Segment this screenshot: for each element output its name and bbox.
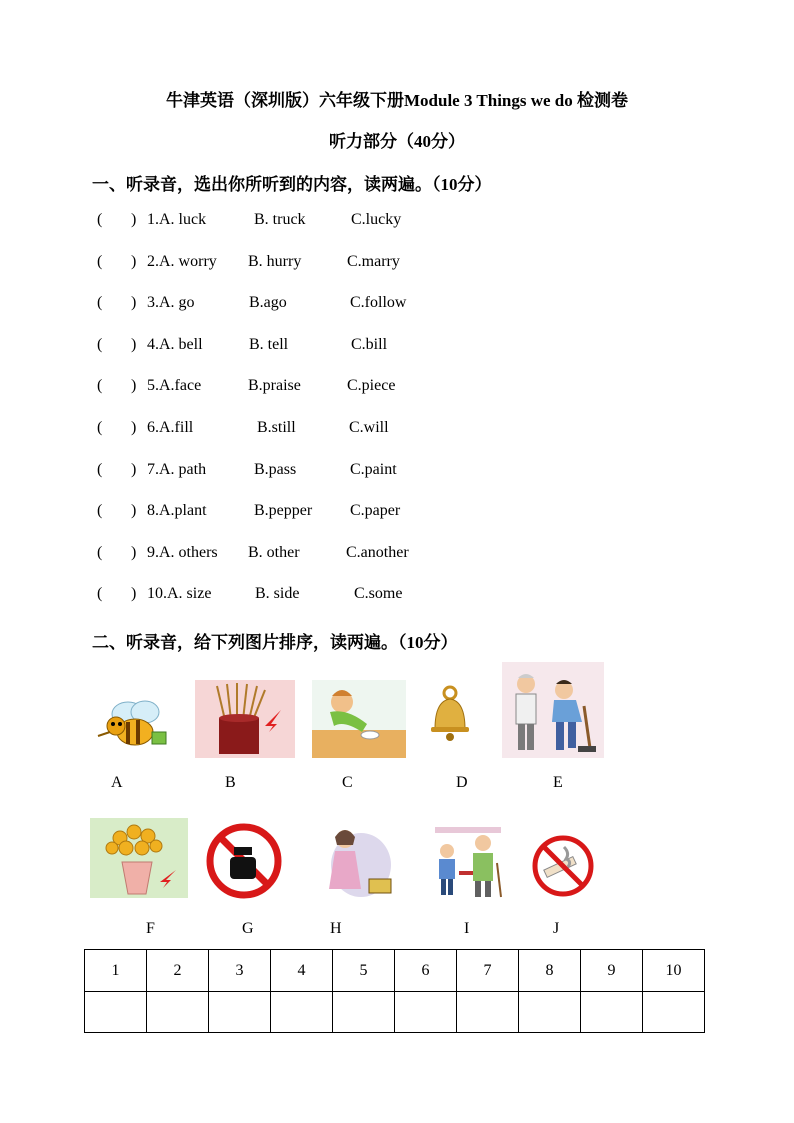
answer-col-number: 10	[643, 950, 705, 992]
option-c: C.another	[346, 544, 409, 561]
answer-cell[interactable]	[457, 992, 519, 1033]
answer-col-number: 2	[147, 950, 209, 992]
answer-bracket-open[interactable]: (	[97, 336, 103, 353]
bee-picture	[90, 692, 178, 758]
option-a: 9.A. others	[147, 544, 218, 561]
option-b: B. hurry	[248, 253, 302, 270]
answer-cell[interactable]	[643, 992, 705, 1033]
bell-picture	[425, 685, 475, 745]
page-subtitle: 听力部分（40分）	[329, 132, 465, 151]
option-c: C.lucky	[351, 211, 402, 228]
picture-label-b: B	[225, 774, 236, 791]
option-a: 2.A. worry	[147, 253, 217, 270]
answer-bracket-close: )	[131, 544, 137, 561]
no-touching-sign-picture	[200, 823, 288, 899]
answer-col-number: 8	[519, 950, 581, 992]
question-row	[97, 377, 497, 401]
option-b: B.ago	[249, 294, 287, 311]
pencil-holder-picture	[195, 680, 295, 758]
option-a: 6.A.fill	[147, 419, 194, 436]
answer-col-number: 4	[271, 950, 333, 992]
option-c: C.marry	[347, 253, 400, 270]
answer-bracket-open[interactable]: (	[97, 461, 103, 478]
option-a: 4.A. bell	[147, 336, 203, 353]
option-b: B. side	[255, 585, 300, 602]
answer-cell[interactable]	[333, 992, 395, 1033]
answer-table-header-row	[85, 950, 705, 992]
flower-vase-picture	[90, 818, 188, 898]
picture-label-a: A	[111, 774, 123, 791]
option-a: 8.A.plant	[147, 502, 207, 519]
picture-label-f: F	[146, 920, 155, 937]
answer-cell[interactable]	[519, 992, 581, 1033]
picture-label-j: J	[553, 920, 560, 937]
option-c: C.paper	[350, 502, 401, 519]
sweeping-people-picture	[502, 662, 604, 758]
option-b: B. truck	[254, 211, 306, 228]
answer-bracket-close: )	[131, 211, 137, 228]
picture-label-i: I	[464, 920, 470, 937]
answer-bracket-close: )	[131, 336, 137, 353]
answer-cell[interactable]	[271, 992, 333, 1033]
answer-cell[interactable]	[147, 992, 209, 1033]
option-a: 10.A. size	[147, 585, 212, 602]
question-row	[97, 544, 497, 568]
option-a: 5.A.face	[147, 377, 202, 394]
answer-cell[interactable]	[209, 992, 271, 1033]
woman-box-picture	[315, 823, 395, 901]
option-a: 1.A. luck	[147, 211, 207, 228]
option-a: 3.A. go	[147, 294, 195, 311]
question-row	[97, 211, 497, 235]
wiping-table-picture	[312, 680, 406, 758]
answer-bracket-close: )	[131, 253, 137, 270]
answer-col-number: 1	[85, 950, 147, 992]
question-row	[97, 461, 497, 485]
answer-col-number: 5	[333, 950, 395, 992]
answer-table-blank-row	[85, 992, 705, 1033]
answer-bracket-close: )	[131, 294, 137, 311]
helping-elderly-picture	[425, 823, 511, 899]
answer-bracket-open[interactable]: (	[97, 253, 103, 270]
question-row	[97, 336, 497, 360]
question-row	[97, 294, 497, 318]
option-c: C.piece	[347, 377, 396, 394]
option-a: 7.A. path	[147, 461, 207, 478]
answer-bracket-close: )	[131, 585, 137, 602]
answer-cell[interactable]	[395, 992, 457, 1033]
answer-bracket-open[interactable]: (	[97, 294, 103, 311]
answer-col-number: 3	[209, 950, 271, 992]
question-row	[97, 502, 497, 526]
option-b: B.still	[257, 419, 296, 436]
answer-bracket-open[interactable]: (	[97, 211, 103, 228]
option-b: B.pass	[254, 461, 297, 478]
answer-bracket-close: )	[131, 377, 137, 394]
answer-col-number: 7	[457, 950, 519, 992]
picture-label-h: H	[330, 920, 342, 937]
answer-bracket-open[interactable]: (	[97, 502, 103, 519]
question-row	[97, 419, 497, 443]
question-row	[97, 585, 497, 609]
picture-label-d: D	[456, 774, 468, 791]
option-b: B. other	[248, 544, 300, 561]
answer-bracket-open[interactable]: (	[97, 585, 103, 602]
answer-bracket-open[interactable]: (	[97, 419, 103, 436]
section2-heading: 二、听录音，给下列图片排序，读两遍。（10分）	[92, 633, 458, 652]
answer-cell[interactable]	[85, 992, 147, 1033]
picture-label-g: G	[242, 920, 254, 937]
answer-table	[84, 949, 705, 1033]
picture-label-c: C	[342, 774, 353, 791]
answer-col-number: 6	[395, 950, 457, 992]
section1-heading: 一、听录音，选出你所听到的内容，读两遍。（10分）	[92, 175, 492, 194]
question-row	[97, 253, 497, 277]
answer-bracket-close: )	[131, 502, 137, 519]
answer-col-number: 9	[581, 950, 643, 992]
option-b: B. tell	[249, 336, 289, 353]
option-c: C.paint	[350, 461, 397, 478]
option-b: B.pepper	[254, 502, 313, 519]
page-title: 牛津英语（深圳版）六年级下册Module 3 Things we do 检测卷	[165, 91, 629, 110]
answer-bracket-close: )	[131, 419, 137, 436]
answer-bracket-close: )	[131, 461, 137, 478]
option-c: C.bill	[351, 336, 388, 353]
option-c: C.will	[349, 419, 389, 436]
answer-cell[interactable]	[581, 992, 643, 1033]
no-smoking-sign-picture	[530, 833, 596, 899]
answer-bracket-open[interactable]: (	[97, 377, 103, 394]
option-c: C.follow	[350, 294, 407, 311]
option-b: B.praise	[248, 377, 301, 394]
picture-label-e: E	[553, 774, 563, 791]
answer-bracket-open[interactable]: (	[97, 544, 103, 561]
option-c: C.some	[354, 585, 403, 602]
